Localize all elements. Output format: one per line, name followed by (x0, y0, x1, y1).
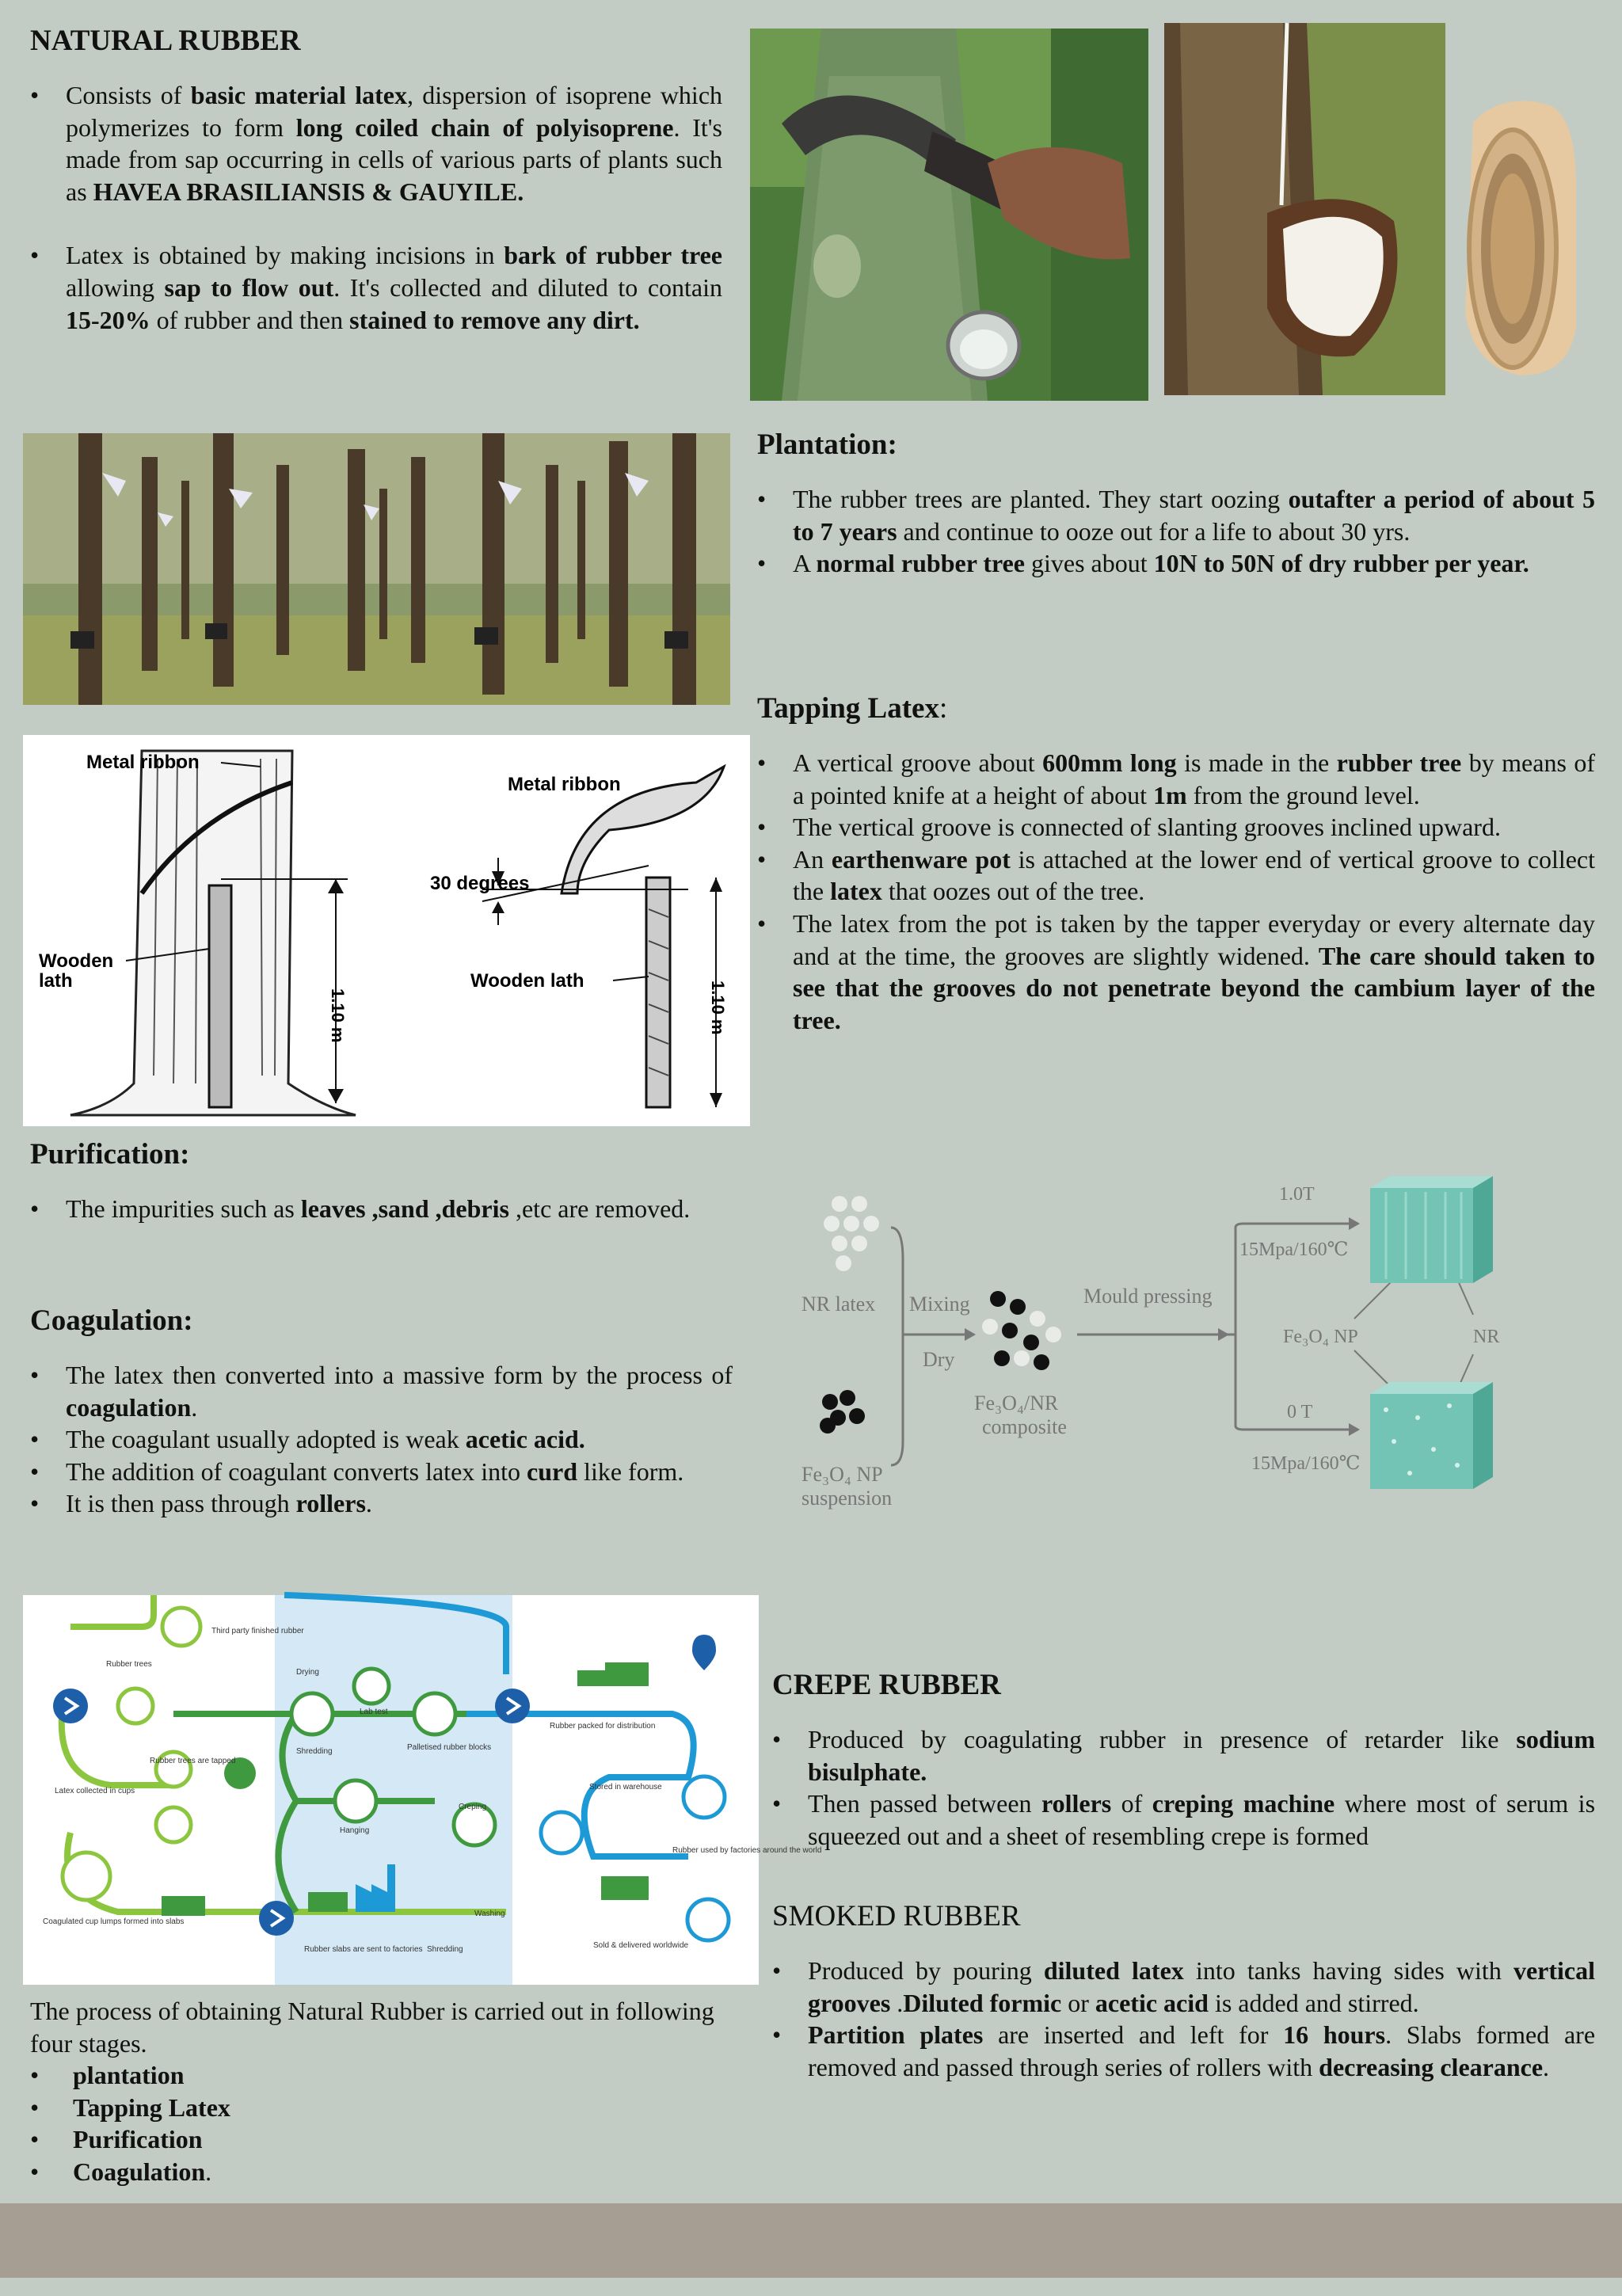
hanging-label: Hanging (340, 1826, 370, 1835)
natural-rubber-section (30, 24, 722, 336)
list-item: • A vertical groove about 600mm long is made in the rubber tree by means of a pointed knife at a height of about 1m from the ground level. (757, 747, 1595, 811)
composite-label-1: Fe₃O₄/NR (974, 1392, 1059, 1415)
field-label-0: 0 T (1287, 1402, 1313, 1422)
composite-label-2: composite (982, 1415, 1067, 1438)
list-item: • The impurities such as leaves ,sand ,debris ,etc are removed. (30, 1193, 733, 1225)
drying-label: Drying (296, 1668, 319, 1677)
wooden-lath-label-1b: lath (39, 970, 73, 992)
stages-list (30, 2059, 743, 2187)
list-item: • Latex is obtained by making incisions in bark of rubber tree allowing sap to flow out. It's collected and diluted to contain 15-20% of rubber and then stained to remove any dirt. (30, 239, 722, 336)
crepe-section (772, 1668, 1595, 1852)
list-item: • The latex from the pot is taken by the tapper everyday or every alternate day and at the time, the grooves are slightly widened. The care should taken to see that the grooves do not penetrate beyond the cambium layer of the tree. (757, 908, 1595, 1036)
rubber-trees-label: Rubber trees (106, 1660, 152, 1669)
purification-section (30, 1137, 733, 1225)
used-by-label: Rubber used by factories around the world (672, 1846, 822, 1855)
crepe-title: CREPE RUBBER (772, 1669, 1001, 1701)
purification-list (30, 1193, 733, 1225)
process-diagram (23, 1595, 822, 1985)
mould-pressing-label: Mould pressing (1083, 1285, 1213, 1308)
natural-rubber-list (30, 79, 722, 336)
list-item: • Produced by coagulating rubber in presence of retarder like sodium bisulphate. (772, 1723, 1595, 1788)
plantation-photo (23, 433, 730, 705)
list-item: • A normal rubber tree gives about 10N to 50N of dry rubber per year. (757, 547, 1595, 580)
metal-ribbon-label-2: Metal ribbon (508, 774, 621, 795)
rubber-roll-photo (1457, 90, 1580, 379)
np-label: Fe₃O₄ NP (1283, 1327, 1358, 1347)
tapping-title: Tapping Latex: (757, 692, 948, 725)
washing-label: Washing (474, 1910, 505, 1918)
list-item: • The rubber trees are planted. They start oozing outafter a period of about 5 to 7 years and continue to ooze out for a life to about 30 yrs. (757, 483, 1595, 547)
list-item: • plantation (30, 2059, 743, 2092)
list-item: • Purification (30, 2123, 743, 2156)
tapping-section (757, 691, 1595, 1036)
trees-tapped-label: Rubber trees are tapped (150, 1757, 236, 1765)
list-item: • Partition plates are inserted and left for 16 hours. Slabs formed are removed and passed through series of rollers with decreasing clearance. (772, 2019, 1595, 2083)
shredding-label-1: Shredding (296, 1747, 333, 1756)
packed-label: Rubber packed for distribution (550, 1722, 656, 1731)
coagulation-title: Coagulation: (30, 1304, 193, 1337)
smoked-list (772, 1955, 1595, 2083)
slabs-sent-label: Rubber slabs are sent to factories (304, 1945, 423, 1954)
condition-label-0: 15Mpa/160℃ (1251, 1453, 1361, 1474)
list-item: • The coagulant usually adopted is weak acetic acid. (30, 1423, 733, 1456)
height-label-1: 1.10 m (328, 988, 348, 1043)
tapping-diagram (23, 735, 750, 1126)
list-item: • Produced by pouring diluted latex into tanks having sides with vertical grooves .Diluted formic or acetic acid is added and stirred. (772, 1955, 1595, 2019)
tapping-knife-photo (750, 29, 1148, 401)
palletised-label: Palletised rubber blocks (407, 1743, 492, 1752)
creping-label: Creping (459, 1803, 487, 1811)
wooden-lath-label-1a: Wooden (39, 950, 114, 972)
purification-title: Purification: (30, 1138, 190, 1171)
crepe-list (772, 1723, 1595, 1852)
list-item: • Tapping Latex (30, 2092, 743, 2124)
stages-section (30, 1995, 743, 2188)
coagulated-label: Coagulated cup lumps formed into slabs (43, 1917, 185, 1926)
metal-ribbon-label-1: Metal ribbon (86, 752, 200, 773)
list-item: • Then passed between rollers of creping machine where most of serum is squeezed out and a sheet of resembling crepe is formed (772, 1788, 1595, 1852)
plantation-section (757, 428, 1595, 580)
smoked-section (772, 1899, 1595, 2083)
angle-label: 30 degrees (430, 873, 530, 894)
coagulation-list (30, 1359, 733, 1520)
latex-collected-label: Latex collected in cups (55, 1787, 135, 1795)
list-item: • Consists of basic material latex, dispersion of isoprene which polymerizes to form long coiled chain of polyisoprene. It's made from sap occurring in cells of various parts of plants such as HAVEA BRASILIANSIS & GAUYILE. (30, 79, 722, 208)
list-item: • An earthenware pot is attached at the lower end of vertical groove to collect the latex that oozes out of the tree. (757, 843, 1595, 908)
nr-label: NR (1473, 1327, 1500, 1347)
plantation-list (757, 483, 1595, 580)
composite-diagram (784, 1164, 1529, 1529)
warehouse-label: Stored in warehouse (589, 1783, 662, 1791)
wooden-lath-label-2: Wooden lath (470, 970, 584, 992)
nr-latex-label: NR latex (801, 1293, 876, 1316)
lab-test-label: Lab test (360, 1708, 388, 1716)
latex-cup-photo (1164, 23, 1445, 395)
shredding-label-2: Shredding (427, 1945, 463, 1954)
dry-label: Dry (923, 1348, 955, 1371)
list-item: • The addition of coagulant converts latex into curd like form. (30, 1456, 733, 1488)
magnetized-cube (1370, 1176, 1493, 1283)
random-cube (1370, 1382, 1493, 1489)
plantation-title: Plantation: (757, 428, 897, 461)
np-suspension-label-2: suspension (801, 1487, 893, 1510)
coagulation-section (30, 1304, 733, 1520)
tapping-list (757, 747, 1595, 1036)
height-label-2: 1.10 m (708, 980, 728, 1035)
mixing-label: Mixing (909, 1293, 970, 1316)
smoked-title: SMOKED RUBBER (772, 1900, 1021, 1932)
list-item: • The vertical groove is connected of slanting grooves inclined upward. (757, 811, 1595, 843)
np-suspension-label-1: Fe₃O₄ NP (801, 1463, 883, 1486)
list-item: • It is then pass through rollers. (30, 1487, 733, 1520)
stages-intro: The process of obtaining Natural Rubber is carried out in following four stages. (30, 1997, 714, 2058)
list-item: • Coagulation. (30, 2156, 743, 2188)
natural-rubber-title: NATURAL RUBBER (30, 25, 301, 57)
condition-label-1: 15Mpa/160℃ (1239, 1239, 1349, 1260)
list-item: • The latex then converted into a massive form by the process of coagulation. (30, 1359, 733, 1423)
field-label-1: 1.0T (1279, 1184, 1315, 1205)
footer-band (0, 2203, 1622, 2278)
third-party-label: Third party finished rubber (211, 1627, 304, 1635)
sold-label: Sold & delivered worldwide (593, 1941, 689, 1950)
